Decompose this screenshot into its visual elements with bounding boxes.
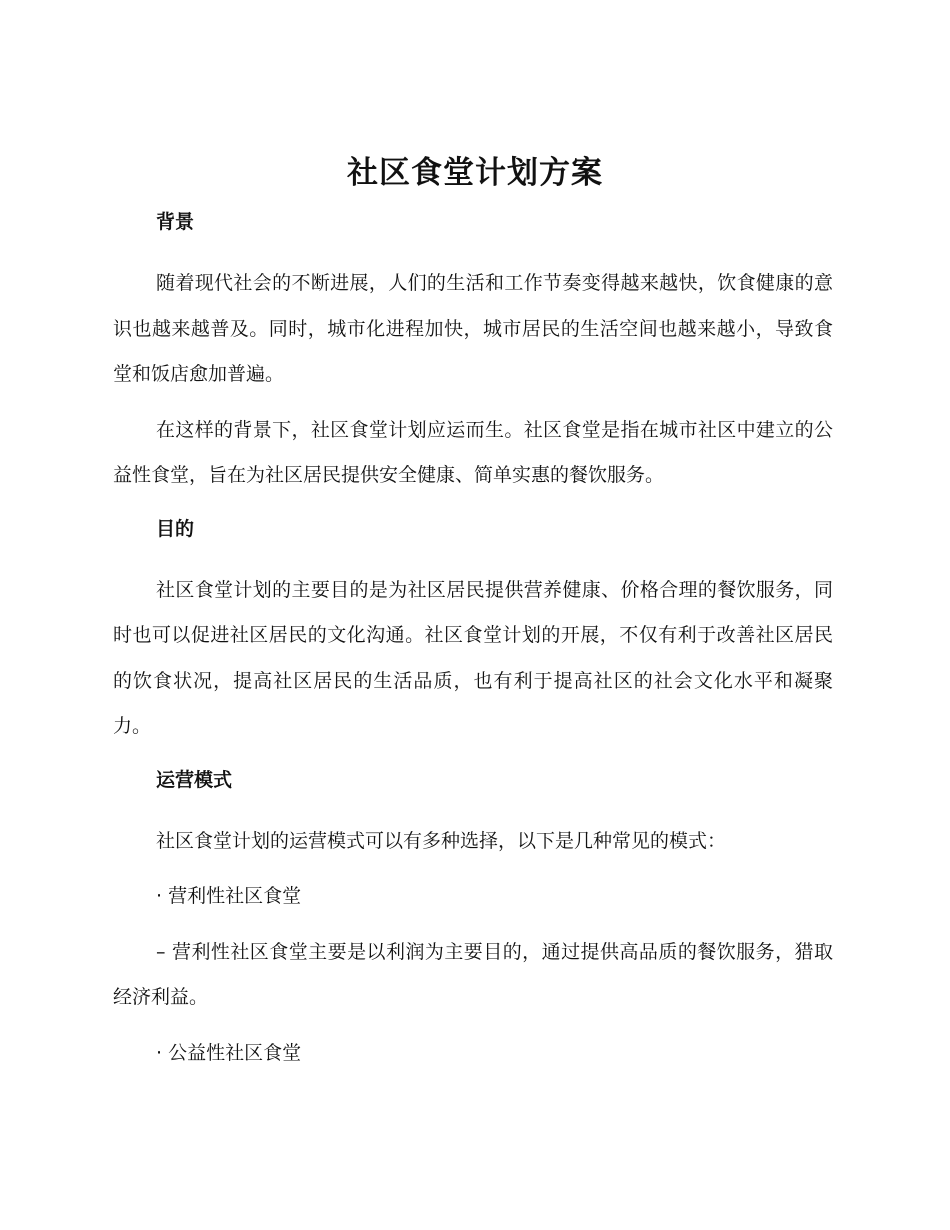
bullet-item: · 公益性社区食堂 [156, 1041, 302, 1064]
bullet-item: · 营利性社区食堂 [156, 885, 302, 907]
paragraph: 随着现代社会的不断进展，人们的生活和工作节奏变得越来越快，饮食健康的意识也越来越普及。同时，城市化进程加快，城市居民的生活空间也越来越小，导致食堂和饭店愈加普遍。 [113, 272, 833, 385]
section-heading-operation: 运营模式 [156, 768, 233, 791]
document-body [113, 204, 833, 1076]
paragraph: 在这样的背景下，社区食堂计划应运而生。社区食堂是指在城市社区中建立的公益性食堂，旨在为社区居民提供安全健康、简单实惠的餐饮服务。 [113, 418, 833, 486]
paragraph: 社区食堂计划的主要目的是为社区居民提供营养健康、价格合理的餐饮服务，同时也可以促进社区居民的文化沟通。社区食堂计划的开展，不仅有利于改善社区居民的饮食状况，提高社区居民的生活品质，也有利于提高社区的社会文化水平和凝聚力。 [113, 578, 833, 737]
paragraph: 社区食堂计划的运营模式可以有多种选择，以下是几种常见的模式： [156, 829, 727, 852]
section-heading-purpose: 目的 [156, 517, 195, 540]
sub-item: – 营利性社区食堂主要是以利润为主要目的，通过提供高品质的餐饮服务，猎取经济利益。 [113, 940, 833, 1008]
document-title: 社区食堂计划方案 [347, 155, 603, 191]
section-heading-background: 背景 [156, 211, 195, 233]
